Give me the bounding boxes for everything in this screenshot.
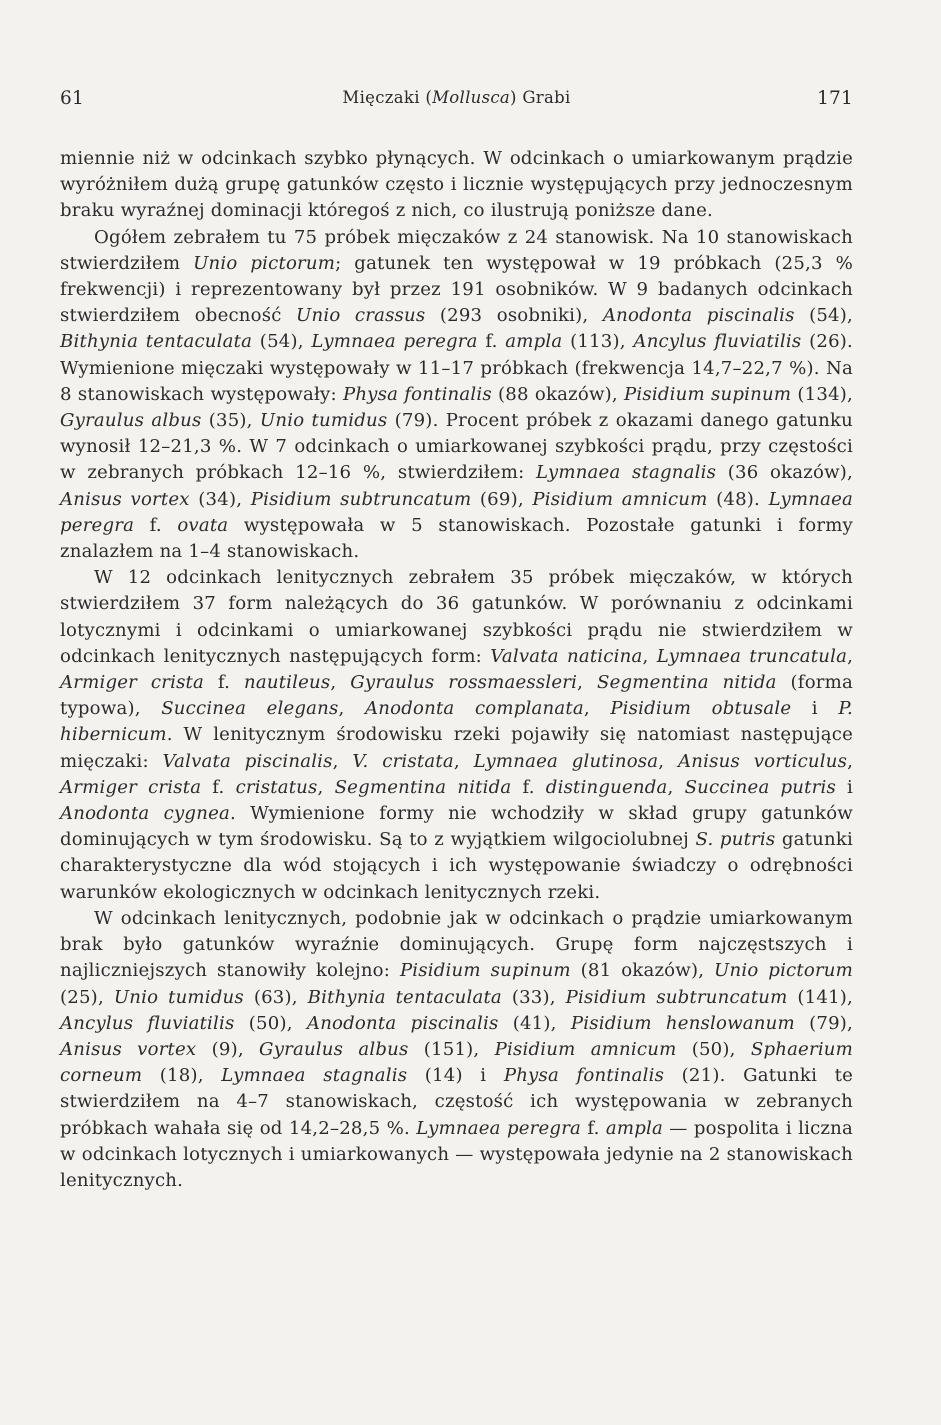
species-name: distinguenda	[545, 776, 668, 798]
species-name: Succinea elegans	[161, 698, 339, 720]
species-name: Pisidium henslowanum	[570, 1012, 795, 1034]
paragraph	[60, 146, 853, 225]
text-run: (293 osobniki),	[425, 305, 603, 327]
species-name: Armiger crista	[60, 672, 205, 694]
species-name: Pisidium subtruncatum	[250, 488, 472, 510]
text-run: W 12 odcinkach lenitycznych zebrałem 35 próbek mięczaków, w których stwierdziłem 37 form należących do 36 gatunków. W porównaniu z odcinkami lotycznymi i odcinkami o umiarkowanej szybkości prądu nie stwierdziłem w odcinkach lenitycznych następujących form:	[60, 567, 853, 667]
text-run: (25),	[60, 986, 114, 1008]
species-name: Anisus vorticulus	[678, 750, 848, 772]
text-run: f.	[477, 331, 506, 353]
species-name: Sphaerium corneum	[60, 1038, 854, 1087]
text-run: (18),	[142, 1065, 222, 1087]
text-run: ,	[583, 698, 611, 720]
text-run: W odcinkach lenitycznych, podobnie jak w odcinkach o prądzie umiarkowanym brak było gatunków wyraźnie dominujących. Grupę form najczęstszych i najliczniejszych stanowiły kolejno:	[60, 907, 853, 982]
text-run: ,	[667, 776, 685, 798]
species-name: Lymnaea glutinosa	[473, 750, 659, 772]
text-run: (forma typowa),	[60, 672, 853, 720]
running-title-suffix: ) Grabi	[510, 88, 571, 107]
text-run: f.	[204, 672, 245, 694]
text-run: Ogółem zebrałem tu 75 próbek mięczaków z 24 stanowisk. Na 10 stanowiskach stwierdziłem	[60, 226, 853, 274]
text-run: (21). Gatunki te stwierdziłem na 4–7 stanowiskach, częstość ich występowania w zebranych próbkach wahała się od 14,2–28,5 %.	[60, 1065, 853, 1139]
page-number-right: 171	[817, 88, 853, 109]
text-run: . Wymienione formy nie wchodziły w skład grupy gatunków dominujących w tym środowisku. Są to z wyjątkiem wilgociolubnej	[60, 803, 853, 851]
species-name: Lymnaea stagnalis	[536, 462, 717, 484]
text-run: występowała w 5 stanowiskach. Pozostałe gatunki i formy znalazłem na 1–4 stanowiskach.	[60, 514, 853, 563]
text-run: (79). Procent próbek z okazami danego gatunku wynosił 12–21,3 %. W 7 odcinkach o umiarkowanej szybkości prądu, przy częstości w zebranych próbkach 12–16 %, stwierdziłem:	[60, 410, 854, 484]
species-name: Ancylus fluviatilis	[60, 1012, 235, 1034]
species-name: nautileus	[244, 672, 331, 694]
text-run: . W lenitycznym środowisku rzeki pojawiły się natomiast następujące mięczaki:	[60, 724, 853, 772]
species-name: Anisus vortex	[60, 488, 190, 510]
species-name: Valvata naticina	[490, 645, 643, 667]
species-name: Physa fontinalis	[342, 383, 492, 405]
text-run: f.	[134, 514, 178, 536]
species-name: Unio tumidus	[259, 410, 388, 432]
text-run: (88 okazów),	[491, 383, 625, 405]
species-name: Lymnaea stagnalis	[221, 1065, 408, 1087]
species-name: Gyraulus albus	[259, 1038, 409, 1060]
species-name: Unio pictorum	[193, 252, 336, 274]
paragraph	[60, 565, 853, 906]
paragraph	[60, 225, 853, 566]
text-run: f.	[511, 776, 546, 798]
text-run: (50),	[676, 1038, 751, 1060]
page-number-left: 61	[60, 88, 84, 109]
text-run: ,	[658, 750, 679, 772]
species-name: Unio tumidus	[113, 986, 244, 1008]
text-run: (34),	[189, 488, 251, 510]
running-title-prefix: Mięczaki (	[342, 88, 433, 107]
running-header	[60, 88, 853, 118]
text-run: (41),	[498, 1012, 571, 1034]
species-name: Segmentina nitida	[596, 672, 777, 694]
text-run: ,	[847, 645, 854, 667]
text-run: (36 okazów),	[716, 462, 854, 484]
text-run: ,	[642, 645, 657, 667]
text-run: (63),	[243, 986, 308, 1008]
body-text	[60, 146, 853, 1194]
species-name: Anodonta piscinalis	[602, 305, 795, 327]
species-name: Pisidium supinum	[624, 383, 792, 405]
text-run: (79),	[794, 1012, 854, 1034]
paragraph	[60, 906, 853, 1194]
species-name: Armiger crista	[60, 776, 202, 798]
text-run: (141),	[787, 986, 854, 1008]
species-name: Lymnaea truncatula	[656, 645, 848, 667]
species-name: Pisidium subtruncatum	[565, 986, 788, 1008]
species-name: Gyraulus rossmaessleri	[350, 672, 578, 694]
species-name: P. hibernicum	[60, 698, 853, 746]
text-run: (14) i	[407, 1065, 504, 1087]
text-run: ,	[332, 750, 353, 772]
text-run: (54),	[252, 331, 312, 353]
species-name: Gyraulus albus	[60, 410, 202, 432]
text-run: (48).	[707, 488, 769, 510]
text-run: (9),	[196, 1038, 260, 1060]
species-name: ovata	[177, 514, 229, 536]
text-run: ,	[577, 672, 597, 694]
species-name: Pisidium obtusale	[610, 698, 792, 720]
text-run: (26). Wymienione mięczaki występowały w 11–17 próbkach (frekwencja 14,7–22,7 %). Na 8 stanowiskach występowały:	[60, 331, 853, 405]
species-name: cristatus	[235, 776, 318, 798]
text-run: (151),	[408, 1038, 495, 1060]
species-name: V. cristata	[352, 750, 454, 772]
text-run: i	[835, 776, 854, 798]
species-name: Anodonta piscinalis	[306, 1012, 499, 1034]
text-run: (33),	[501, 986, 566, 1008]
text-run: ,	[317, 776, 335, 798]
text-run: (35),	[201, 410, 260, 432]
species-name: Pisidium amnicum	[494, 1038, 677, 1060]
species-name: S. putris	[695, 829, 776, 851]
species-name: Lymnaea peregra	[60, 488, 854, 536]
species-name: Valvata piscinalis	[162, 750, 333, 772]
text-run: (50),	[234, 1012, 307, 1034]
species-name: Pisidium amnicum	[532, 488, 708, 510]
text-run: (69),	[471, 488, 533, 510]
text-run: f.	[581, 1117, 606, 1139]
species-name: Anisus vortex	[60, 1038, 197, 1060]
species-name: ampla	[605, 1117, 663, 1139]
species-name: Anodonta cygnea	[60, 803, 230, 825]
species-name: Anodonta complanata	[365, 698, 584, 720]
text-run: ,	[453, 750, 474, 772]
species-name: Lymnaea peregra	[416, 1117, 582, 1139]
text-run: i	[791, 698, 839, 720]
species-name: Succinea putris	[684, 776, 836, 798]
text-run: — pospolita i liczna w odcinkach lotycznych i umiarkowanych — występowała jedynie na 2 stanowiskach lenitycznych.	[60, 1117, 853, 1191]
species-name: Ancylus fluviatilis	[633, 331, 802, 353]
text-run: ,	[330, 672, 351, 694]
text-run: ,	[338, 698, 366, 720]
species-name: Physa fontinalis	[503, 1065, 665, 1087]
species-name: Unio crassus	[296, 305, 426, 327]
species-name: ampla	[505, 331, 563, 353]
text-run: f.	[201, 776, 236, 798]
text-run: gatunki charakterystyczne dla wód stojących i ich występowanie świadczy o odrębności warunków ekologicznych w odcinkach lenitycznych rzeki.	[60, 829, 853, 903]
species-name: Bithynia tentaculata	[307, 986, 502, 1008]
species-name: Unio pictorum	[714, 960, 854, 982]
text-run: ,	[847, 750, 854, 772]
text-run: (113),	[562, 331, 634, 353]
species-name: Lymnaea peregra	[311, 331, 478, 353]
running-title-italic: Mollusca	[432, 88, 511, 107]
text-run: (81 okazów),	[570, 960, 715, 982]
text-run: (134),	[791, 383, 854, 405]
running-title	[60, 88, 853, 107]
text-run: ; gatunek ten występował w 19 próbkach (25,3 % frekwencji) i reprezentowany był przez 191 osobników. W 9 badanych odcinkach stwierdziłem obecność	[60, 252, 853, 327]
text-run: (54),	[794, 305, 853, 327]
species-name: Segmentina nitida	[334, 776, 512, 798]
text-run: miennie niż w odcinkach szybko płynących. W odcinkach o umiarkowanym prądzie wyróżniłem dużą grupę gatunków często i licznie występujących przy jednoczesnym braku wyraźnej dominacji któregoś z nich, co ilustrują poniższe dane.	[60, 148, 853, 222]
species-name: Pisidium supinum	[399, 960, 571, 982]
species-name: Bithynia tentaculata	[60, 331, 253, 353]
